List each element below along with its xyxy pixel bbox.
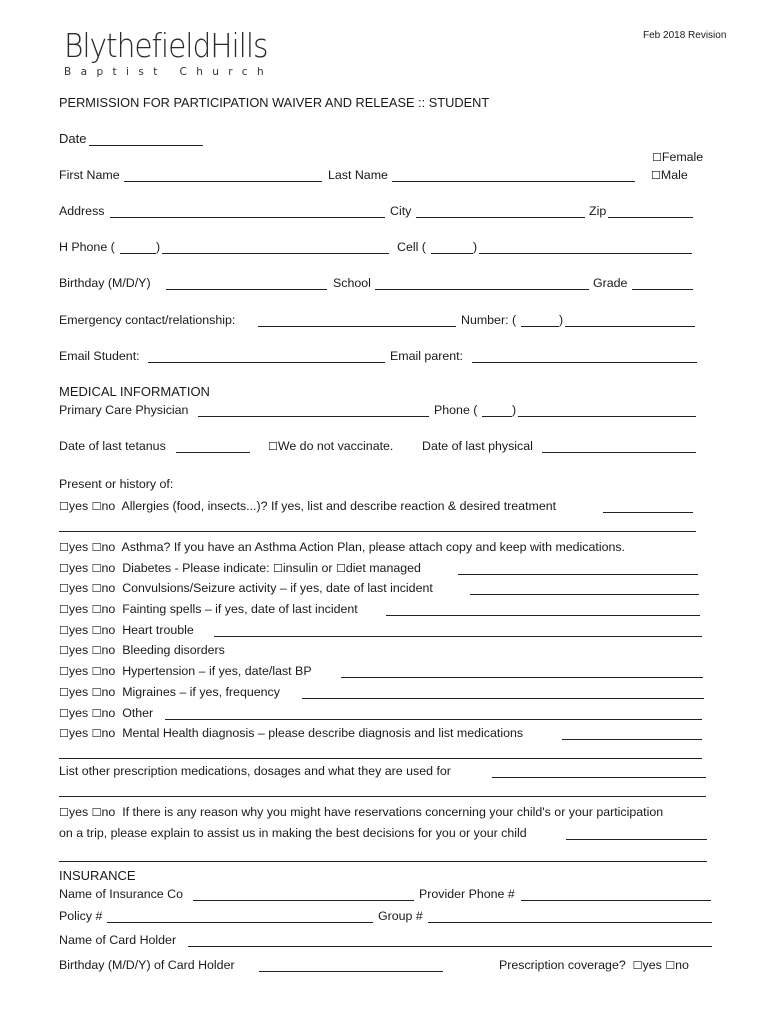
diabetes-yes-checkbox[interactable]: ☐ xyxy=(59,562,69,575)
grade-label: Grade xyxy=(593,276,628,290)
bleeding-yes-checkbox[interactable]: ☐ xyxy=(59,644,69,657)
email-parent-field[interactable] xyxy=(472,362,697,363)
last-physical-field[interactable] xyxy=(542,452,696,453)
card-holder-label: Name of Card Holder xyxy=(59,933,177,947)
physician-label: Primary Care Physician xyxy=(59,403,189,417)
allergies-field-line-2[interactable] xyxy=(59,531,696,532)
school-field[interactable] xyxy=(375,289,589,290)
city-field[interactable] xyxy=(416,217,585,218)
female-label: Female xyxy=(661,150,704,164)
email-student-label: Email Student: xyxy=(59,349,140,363)
card-holder-birthday-field[interactable] xyxy=(259,971,443,972)
allergies-field[interactable] xyxy=(603,512,693,513)
prescriptions-field-line-2[interactable] xyxy=(59,796,706,797)
physician-paren: ) xyxy=(512,403,517,417)
other-row[interactable]: ☐yes ☐no Other xyxy=(59,706,154,720)
reservations-yes-checkbox[interactable]: ☐ xyxy=(59,806,69,819)
migraines-label: Migraines – if yes, frequency xyxy=(122,685,280,699)
convulsions-no-checkbox[interactable]: ☐ xyxy=(91,582,102,595)
hypertension-yes-checkbox[interactable]: ☐ xyxy=(59,665,69,678)
home-phone-area-field[interactable] xyxy=(120,253,156,254)
zip-label: Zip xyxy=(589,204,607,218)
reservations-row[interactable]: ☐yes ☐no If there is any reason why you might have reservations concerning your child's or your participation xyxy=(59,805,664,819)
zip-field[interactable] xyxy=(608,217,693,218)
asthma-label: Asthma? If you have an Asthma Action Plan, please attach copy and keep with medications. xyxy=(121,540,625,554)
diabetes-label: Diabetes - Please indicate: xyxy=(122,561,274,575)
cell-field[interactable] xyxy=(479,253,692,254)
email-parent-label: Email parent: xyxy=(390,349,464,363)
insulin-label: insulin or xyxy=(282,561,336,575)
male-checkbox[interactable]: ☐ xyxy=(651,169,661,182)
card-holder-birthday-label: Birthday (M/D/Y) of Card Holder xyxy=(59,958,235,972)
address-label: Address xyxy=(59,204,105,218)
other-field[interactable] xyxy=(165,719,702,720)
fainting-label: Fainting spells – if yes, date of last incident xyxy=(122,602,358,616)
migraines-row[interactable]: ☐yes ☐no Migraines – if yes, frequency xyxy=(59,685,280,699)
emergency-contact-field[interactable] xyxy=(258,326,456,327)
church-logo-subtitle: Baptist Church xyxy=(64,66,274,78)
convulsions-field[interactable] xyxy=(470,594,699,595)
emergency-number-field[interactable] xyxy=(565,326,695,327)
emergency-contact-label: Emergency contact/relationship: xyxy=(59,313,236,327)
other-yes-checkbox[interactable]: ☐ xyxy=(59,707,69,720)
group-label: Group # xyxy=(378,909,423,923)
male-checkbox-row[interactable] xyxy=(651,168,688,182)
diabetes-no-checkbox[interactable]: ☐ xyxy=(91,562,102,575)
city-label: City xyxy=(390,204,412,218)
cell-label: Cell ( xyxy=(397,240,426,254)
form-title: PERMISSION FOR PARTICIPATION WAIVER AND RELEASE :: STUDENT xyxy=(59,95,490,110)
present-history-label: Present or history of: xyxy=(59,477,174,491)
bleeding-label: Bleeding disorders xyxy=(122,643,225,657)
bleeding-no-checkbox[interactable]: ☐ xyxy=(91,644,102,657)
birthday-field[interactable] xyxy=(166,289,327,290)
convulsions-row[interactable]: ☐yes ☐no Convulsions/Seizure activity – if yes, date of last incident xyxy=(59,581,433,595)
hypertension-label: Hypertension – if yes, date/last BP xyxy=(122,664,312,678)
mental-health-row[interactable]: ☐yes ☐no Mental Health diagnosis – please describe diagnosis and list medications xyxy=(59,726,524,740)
group-field[interactable] xyxy=(428,922,712,923)
birthday-label: Birthday (M/D/Y) xyxy=(59,276,151,290)
heart-no-checkbox[interactable]: ☐ xyxy=(91,624,102,637)
migraines-yes-checkbox[interactable]: ☐ xyxy=(59,686,69,699)
physician-field[interactable] xyxy=(198,416,429,417)
heart-field[interactable] xyxy=(214,636,702,637)
male-label: Male xyxy=(660,168,688,182)
revision-note: Feb 2018 Revision xyxy=(643,30,727,41)
physician-phone-label: Phone ( xyxy=(434,403,478,417)
insurance-heading: INSURANCE xyxy=(59,868,136,883)
fainting-yes-checkbox[interactable]: ☐ xyxy=(59,603,69,616)
reservations-field-line-2[interactable] xyxy=(59,861,707,862)
provider-phone-field[interactable] xyxy=(521,900,711,901)
heart-row[interactable]: ☐yes ☐no Heart trouble xyxy=(59,623,194,637)
address-field[interactable] xyxy=(110,217,385,218)
date-field[interactable] xyxy=(89,145,203,146)
home-phone-paren: ) xyxy=(156,240,161,254)
cell-area-field[interactable] xyxy=(431,253,473,254)
prescription-coverage-row[interactable]: Prescription coverage? ☐yes ☐no xyxy=(499,958,689,972)
diet-checkbox[interactable]: ☐ xyxy=(335,562,346,575)
reservations-no-checkbox[interactable]: ☐ xyxy=(91,806,102,819)
last-name-field[interactable] xyxy=(392,181,635,182)
allergies-no-checkbox[interactable]: ☐ xyxy=(91,500,102,513)
migraines-field[interactable] xyxy=(302,698,704,699)
bleeding-row[interactable]: ☐yes ☐no Bleeding disorders xyxy=(59,643,225,657)
allergies-yes-checkbox[interactable]: ☐ xyxy=(59,500,69,513)
mental-health-no-checkbox[interactable]: ☐ xyxy=(91,727,102,740)
mental-health-field-line-2[interactable] xyxy=(59,758,702,759)
prescription-coverage-label: Prescription coverage? xyxy=(499,958,626,972)
prescriptions-field[interactable] xyxy=(492,777,706,778)
fainting-no-checkbox[interactable]: ☐ xyxy=(91,603,102,616)
policy-field[interactable] xyxy=(107,922,373,923)
grade-field[interactable] xyxy=(632,289,693,290)
other-no-checkbox[interactable]: ☐ xyxy=(91,707,102,720)
school-label: School xyxy=(333,276,371,290)
asthma-no-checkbox[interactable]: ☐ xyxy=(91,541,102,554)
last-name-label: Last Name xyxy=(328,168,388,182)
asthma-yes-checkbox[interactable]: ☐ xyxy=(59,541,69,554)
mental-health-yes-checkbox[interactable]: ☐ xyxy=(59,727,69,740)
female-checkbox[interactable]: ☐ xyxy=(652,151,662,164)
insurance-company-label: Name of Insurance Co xyxy=(59,887,183,901)
policy-label: Policy # xyxy=(59,909,103,923)
female-checkbox-row[interactable] xyxy=(652,150,703,164)
no-vaccinate-label: We do not vaccinate. xyxy=(277,439,394,453)
reservations-field[interactable] xyxy=(566,839,707,840)
migraines-no-checkbox[interactable]: ☐ xyxy=(91,686,102,699)
emergency-paren: ) xyxy=(559,313,564,327)
insurance-company-field[interactable] xyxy=(193,900,414,901)
convulsions-label: Convulsions/Seizure activity – if yes, date of last incident xyxy=(122,581,433,595)
diabetes-row[interactable]: ☐yes ☐no Diabetes - Please indicate: ☐insulin or ☐diet managed xyxy=(59,561,421,575)
hypertension-no-checkbox[interactable]: ☐ xyxy=(91,665,102,678)
last-physical-label: Date of last physical xyxy=(422,439,533,453)
reservations-label-2: on a trip, please explain to assist us in making the best decisions for you or your child xyxy=(59,826,527,840)
asthma-row[interactable]: ☐yes ☐no Asthma? If you have an Asthma Action Plan, please attach copy and keep with medications. xyxy=(59,540,625,554)
provider-phone-label: Provider Phone # xyxy=(419,887,515,901)
allergies-label: Allergies (food, insects...)? If yes, list and describe reaction & desired treatment xyxy=(121,499,557,513)
heart-label: Heart trouble xyxy=(122,623,194,637)
hypertension-row[interactable]: ☐yes ☐no Hypertension – if yes, date/last BP xyxy=(59,664,312,678)
tetanus-field[interactable] xyxy=(176,452,250,453)
emergency-number-label: Number: ( xyxy=(461,313,517,327)
convulsions-yes-checkbox[interactable]: ☐ xyxy=(59,582,69,595)
email-student-field[interactable] xyxy=(148,362,385,363)
mental-health-field[interactable] xyxy=(562,739,702,740)
diabetes-field[interactable] xyxy=(458,574,698,575)
medical-heading: MEDICAL INFORMATION xyxy=(59,384,210,399)
fainting-field[interactable] xyxy=(386,615,700,616)
prescription-coverage-no-checkbox[interactable]: ☐ xyxy=(665,959,676,972)
mental-health-label: Mental Health diagnosis – please describe diagnosis and list medications xyxy=(122,726,524,740)
prescription-coverage-yes-checkbox[interactable]: ☐ xyxy=(632,959,643,972)
emergency-area-field[interactable] xyxy=(521,326,559,327)
church-logo: BlythefieldHills xyxy=(64,26,268,65)
fainting-row[interactable]: ☐yes ☐no Fainting spells – if yes, date of last incident xyxy=(59,602,358,616)
reservations-label: If there is any reason why you might have reservations concerning your child's or your participation xyxy=(122,805,664,819)
home-phone-field[interactable] xyxy=(162,253,389,254)
no-vaccinate-checkbox[interactable]: ☐ xyxy=(268,440,278,453)
card-holder-field[interactable] xyxy=(188,946,712,947)
no-vaccinate-row[interactable] xyxy=(268,439,393,453)
diet-label: diet managed xyxy=(345,561,421,575)
heart-yes-checkbox[interactable]: ☐ xyxy=(59,624,69,637)
tetanus-label: Date of last tetanus xyxy=(59,439,166,453)
home-phone-label: H Phone ( xyxy=(59,240,115,254)
first-name-label: First Name xyxy=(59,168,120,182)
physician-phone-field[interactable] xyxy=(518,416,696,417)
allergies-row[interactable]: ☐yes ☐no Allergies (food, insects...)? If yes, list and describe reaction & desired treatment xyxy=(59,499,557,513)
date-label: Date xyxy=(59,131,87,146)
cell-paren: ) xyxy=(473,240,478,254)
insulin-checkbox[interactable]: ☐ xyxy=(273,562,283,575)
first-name-field[interactable] xyxy=(124,181,322,182)
other-label: Other xyxy=(122,706,154,720)
prescriptions-label: List other prescription medications, dosages and what they are used for xyxy=(59,764,451,778)
hypertension-field[interactable] xyxy=(341,677,703,678)
physician-area-field[interactable] xyxy=(482,416,512,417)
